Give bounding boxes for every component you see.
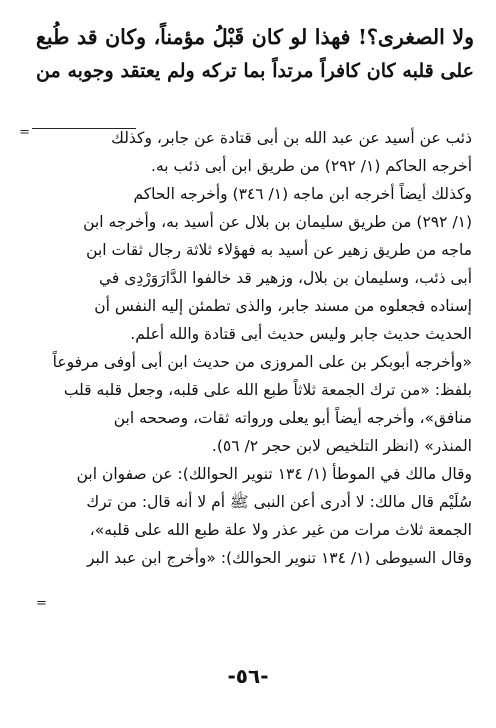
footnote-line: ماجه من طريق زهير عن أسيد به فهؤلاء ثلاثة رجال ثقات ابن (86, 241, 472, 259)
footnote-continued-mark: = (36, 596, 47, 611)
page-number: -٥٦- (227, 664, 269, 688)
footnote-line: وكذلك أيضاً أخرجه ابن ماجه (١/ ٣٤٦) وأخرجه الحاكم (133, 185, 472, 203)
footnote-line: منافق»، وأخرجه أيضاً أبو يعلى ورواته ثقات، وصححه ابن (113, 409, 472, 427)
footnote-line: «وأخرجه أبوبكر بن على المروزى من حديث ابن أبى أوفى مرفوعاً (52, 353, 472, 371)
footnote-line: (١/ ٢٩٢) من طريق سليمان بن بلال عن أسيد به، وأخرجه ابن (83, 213, 472, 231)
footnote-line: الجمعة ثلاث مرات من غير عذر ولا علة طبع الله على قلبه»، (89, 521, 472, 539)
footnote-line: وقال السيوطى (١/ ١٣٤ تنوير الحوالك): «وأخرج ابن عبد البر (86, 549, 472, 567)
footnote-continuation-mark: = (19, 125, 30, 140)
footnote-line: ذئب عن أسيد عن عبد الله بن أبى قتادة عن جابر، وكذلك (111, 129, 472, 147)
footnote-line: بلفظ: «من ترك الجمعة ثلاثاً طبع الله على قلبه، وجعل قلبه قلب (63, 381, 472, 399)
main-text (36, 20, 474, 88)
footnote-line: إسناده فجعلوه من مسند جابر، والذى تطمئن إليه النفس أن (94, 297, 472, 315)
footnote-line: الحديث حديث جابر وليس حديث أبى قتادة والله أعلم. (130, 325, 472, 343)
footnote-line: أبى ذئب، وسليمان بن بلال، وزهير قد خالفوا الدَّارَوَرْدِى في (99, 269, 472, 287)
footnote-line: وقال مالك في الموطأ (١/ ١٣٤ تنوير الحوالك): عن صفوان ابن (76, 465, 472, 483)
footnotes (36, 124, 472, 572)
main-text-line: على قلبه كان كافراً مرتداً بما تركه ولم يعتقد وجوبه من (36, 60, 474, 82)
footnote-line: المنذر» (انظر التلخيص لابن حجر ٢/ ٥٦). (211, 437, 472, 455)
main-text-line: ولا الصغرى؟! فهذا لو كان قَبْلُ مؤمناً، وكان قد طُبع (36, 25, 474, 49)
footnote-line: أخرجه الحاكم (١/ ٢٩٢) من طريق ابن أبى ذئب به. (151, 157, 472, 175)
footnote-line: سُلَيْم قال مالك: لا أدرى أعن النبى ﷺ أم لا أنه قال: من ترك (86, 493, 472, 511)
